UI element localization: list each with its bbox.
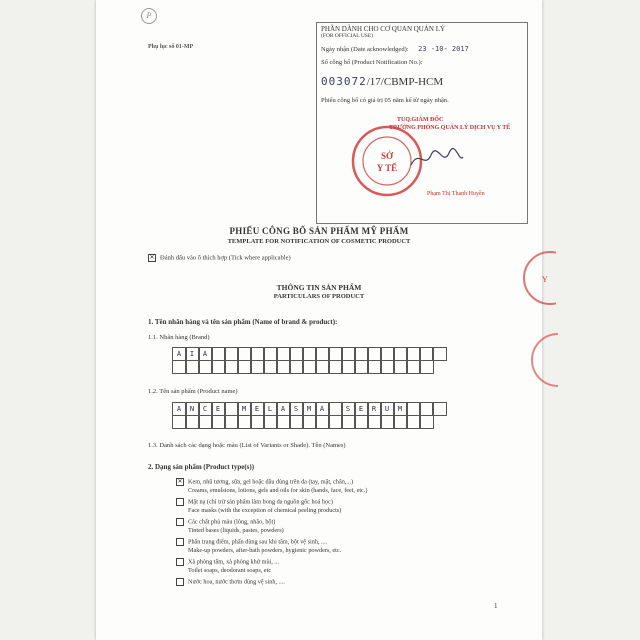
- product-type-label-en: Make-up powders, after-bath powders, hygienic powders, etc.: [188, 547, 342, 554]
- product-type-checkbox[interactable]: ✕: [177, 479, 183, 485]
- letter-cell[interactable]: [432, 402, 447, 416]
- date-value: 23 -10- 2017: [418, 45, 469, 53]
- product-type-checkbox[interactable]: [176, 518, 184, 526]
- product-type-label-en: Face masks (with the exception of chemical peeling products): [188, 507, 342, 514]
- official-box-title: PHẦN DÀNH CHO CƠ QUAN QUẢN LÝ: [321, 25, 446, 33]
- product-type-checkbox[interactable]: [176, 578, 184, 586]
- appendix-label: Phụ lục số 01-MP: [148, 44, 194, 50]
- signature-icon: [407, 143, 467, 173]
- product-type-label-vi: Phấn trang điểm, phấn dùng sau khi tắm, bột vệ sinh, ....: [188, 538, 328, 546]
- number-value: 003072: [321, 75, 367, 88]
- letter-cell[interactable]: S: [341, 402, 356, 416]
- section-title-en: PARTICULARS OF PRODUCT: [273, 293, 365, 300]
- product-type-checkbox[interactable]: [176, 498, 184, 506]
- product-type-label-en: Creams, emulsions, lotions, gels and oils for skin (hands, face, feet, etc.): [188, 487, 368, 494]
- letter-cell[interactable]: M: [302, 402, 317, 416]
- letter-cell[interactable]: [432, 347, 447, 361]
- svg-text:Y: Y: [542, 275, 548, 284]
- validity-note: Phiếu công bố có giá trị 05 năm kể từ ngày nhận.: [321, 97, 449, 104]
- date-label: Ngày nhận (Date acknowledged):: [321, 46, 409, 53]
- product-type-label-vi: Xà phòng tắm, xà phòng khử mùi, ...: [188, 558, 279, 566]
- letter-cell[interactable]: [419, 360, 434, 374]
- letter-cell[interactable]: L: [263, 402, 278, 416]
- stamp-fragment-icon: [528, 330, 558, 390]
- letter-cell[interactable]: [419, 415, 434, 429]
- registration-number: [321, 75, 443, 88]
- stamp-fragment-icon: [516, 248, 556, 308]
- product-type-item: [176, 558, 279, 566]
- product-type-label-vi: Nước hoa, nước thơm dùng vệ sinh, ....: [188, 578, 285, 586]
- letter-cell[interactable]: U: [380, 402, 395, 416]
- question-1-3: 1.3. Danh sách các dạng hoặc màu (List of Variants or Shade). Tên (Names): [148, 442, 346, 449]
- signer-department: TRƯỞNG PHÒNG QUẢN LÝ DỊCH VỤ Y TẾ: [389, 125, 511, 131]
- letter-cell[interactable]: A: [172, 402, 187, 416]
- product-type-checkbox[interactable]: [176, 538, 184, 546]
- brand-grid[interactable]: [172, 347, 445, 374]
- product-type-label-vi: Mặt nạ (chỉ trừ sản phẩm làm bong da nguồn gốc hoá học): [188, 498, 333, 506]
- tick-note-text: Đánh dấu vào ô thích hợp (Tick where applicable): [160, 254, 291, 262]
- product-type-label-en: Tinted bases (liquids, pastes, powders): [188, 527, 284, 534]
- product-type-item: [176, 518, 275, 526]
- letter-cell[interactable]: S: [289, 402, 304, 416]
- tick-note: [148, 254, 291, 262]
- tick-checkbox[interactable]: ✕: [149, 255, 155, 261]
- number-suffix: /17/CBMP-HCM: [366, 76, 444, 88]
- letter-cell[interactable]: M: [237, 402, 252, 416]
- letter-cell[interactable]: M: [393, 402, 408, 416]
- product-type-item: [176, 498, 333, 506]
- product-type-item: [176, 538, 327, 546]
- question-1-1: 1.1. Nhãn hàng (Brand): [148, 334, 210, 341]
- letter-cell[interactable]: A: [172, 347, 187, 361]
- letter-cell[interactable]: A: [198, 347, 213, 361]
- signer-title: TUQ.GIÁM ĐỐC: [397, 117, 444, 123]
- official-box-subtitle: (FOR OFFICIAL USE): [321, 33, 374, 39]
- date-row: [321, 45, 469, 53]
- question-2: 2. Dạng sản phẩm (Product type(s)): [148, 463, 255, 471]
- letter-cell[interactable]: N: [185, 402, 200, 416]
- official-use-box: [316, 22, 528, 224]
- page-number: 1: [494, 602, 498, 610]
- letter-cell[interactable]: E: [250, 402, 265, 416]
- product-grid[interactable]: [172, 402, 445, 429]
- form-title-en: TEMPLATE FOR NOTIFICATION OF COSMETIC PRODUCT: [227, 238, 411, 245]
- product-type-item: [176, 478, 353, 486]
- signer-name: Phạm Thị Thanh Huyền: [427, 191, 485, 197]
- number-label: Số công bố (Product Notification No.):: [321, 59, 423, 66]
- question-1: 1. Tên nhãn hàng và tên sản phẩm (Name of brand & product):: [148, 318, 338, 326]
- svg-text:Y TẾ: Y TẾ: [376, 163, 398, 173]
- circle-mark-icon: P: [141, 8, 157, 24]
- product-type-item: [176, 578, 285, 586]
- letter-cell[interactable]: R: [367, 402, 382, 416]
- product-type-label-vi: Kem, nhũ tương, sữa, gel hoặc dầu dùng trên da (tay, mặt, chân,...): [188, 478, 354, 486]
- product-type-label-en: Toilet soaps, deodorant soaps, etc: [188, 567, 272, 574]
- document-page: [96, 0, 542, 640]
- svg-text:SỞ: SỞ: [380, 151, 394, 161]
- letter-cell[interactable]: I: [185, 347, 200, 361]
- product-type-label-vi: Các chất phủ màu (lỏng, nhão, bột): [188, 518, 276, 526]
- letter-cell[interactable]: C: [198, 402, 213, 416]
- section-title-vi: THÔNG TIN SẢN PHẨM: [276, 283, 362, 292]
- letter-cell[interactable]: E: [211, 402, 226, 416]
- letter-cell[interactable]: A: [276, 402, 291, 416]
- letter-cell[interactable]: A: [315, 402, 330, 416]
- question-1-2: 1.2. Tên sản phẩm (Product name): [148, 388, 238, 395]
- form-title-vi: PHIẾU CÔNG BỐ SẢN PHẨM MỸ PHẨM: [229, 226, 409, 236]
- product-type-checkbox[interactable]: [176, 558, 184, 566]
- letter-cell[interactable]: E: [354, 402, 369, 416]
